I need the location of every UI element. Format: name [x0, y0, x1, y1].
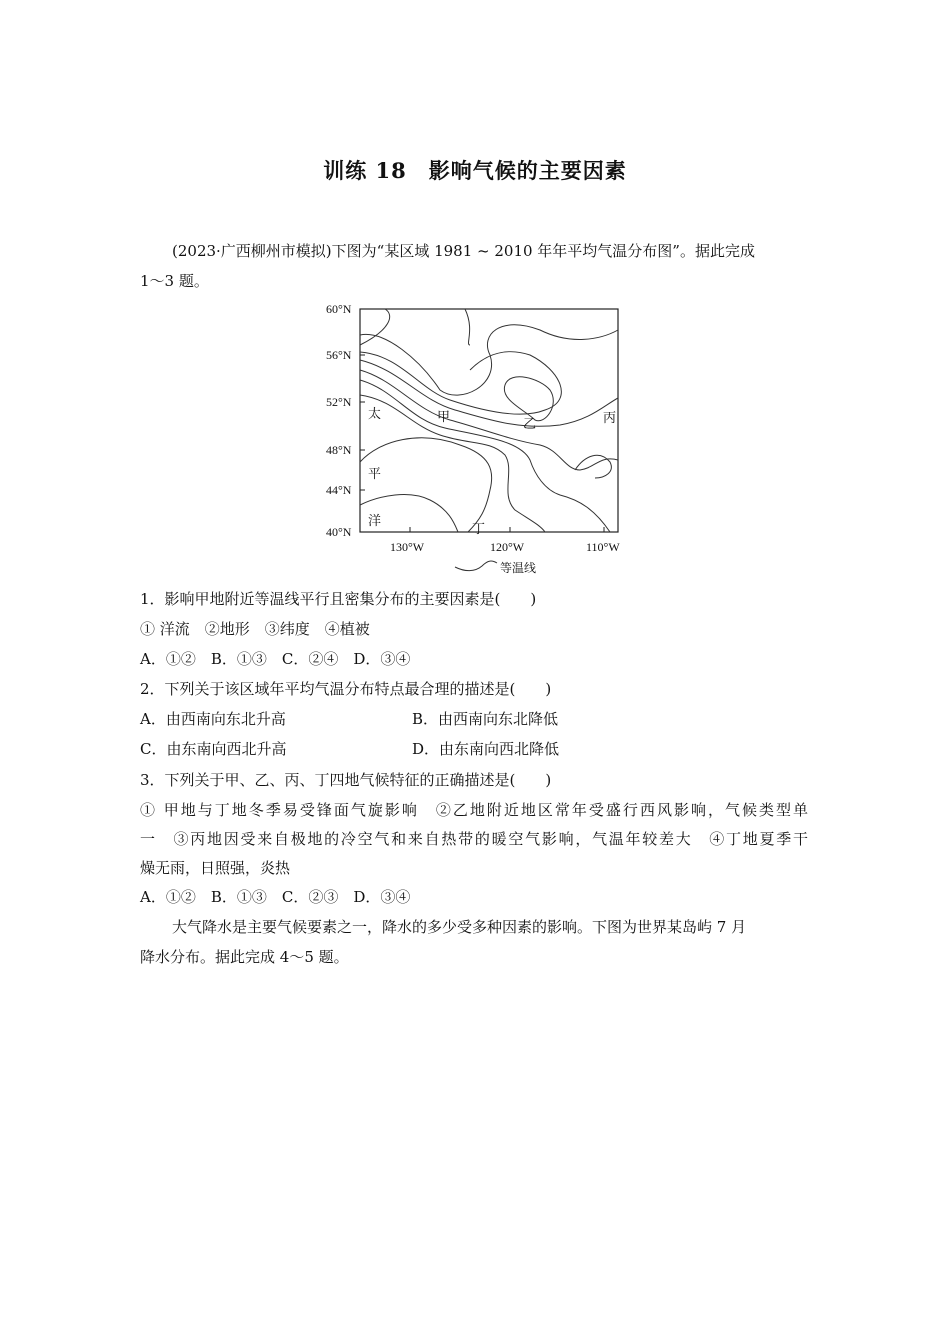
legend-label: 等温线	[500, 561, 537, 575]
place-label-tai: 太	[368, 406, 382, 421]
isotherm	[465, 309, 470, 345]
legend-isotherm-icon	[455, 561, 497, 571]
temperature-map	[320, 298, 640, 580]
q3-body-line-2: 一 ③丙地因受来自极地的冷空气和来自热带的暖空气影响，气温年较差大 ④丁地夏季干	[140, 830, 808, 848]
place-label-jia: 甲	[437, 409, 451, 424]
q2-option-a: A．由西南向东北升高	[140, 710, 286, 728]
place-label-ping: 平	[368, 466, 382, 481]
lat-label: 60°N	[326, 302, 352, 316]
lat-label: 44°N	[326, 483, 352, 497]
lat-label: 56°N	[326, 348, 352, 362]
q1-factors: ① 洋流 ②地形 ③纬度 ④植被	[140, 620, 370, 638]
lon-label: 130°W	[390, 540, 425, 554]
place-label-ding: 丁	[472, 521, 486, 536]
q3-body-line-3: 燥无雨，日照强，炎热	[140, 859, 291, 877]
isotherm	[360, 380, 610, 532]
q2-option-c: C．由东南向西北升高	[140, 740, 287, 758]
outro-line-2: 降水分布。据此完成 4～5 题。	[140, 948, 349, 966]
place-label-bing: 丙	[603, 410, 617, 425]
q1-stem: 1．影响甲地附近等温线平行且密集分布的主要因素是( )	[140, 590, 537, 608]
q3-options: A．①② B．①③ C．②③ D．③④	[140, 888, 411, 906]
q2-option-d: D．由东南向西北降低	[412, 740, 560, 758]
place-label-yang: 洋	[368, 513, 382, 528]
isotherm	[360, 360, 618, 426]
lat-label: 48°N	[326, 443, 352, 457]
isotherm	[360, 352, 561, 414]
lat-label: 40°N	[326, 525, 352, 539]
intro-line-1: (2023·广西柳州市模拟)下图为“某区域 1981 ~ 2010 年年平均气温分布图”。据此完成	[172, 242, 755, 260]
q2-stem: 2．下列关于该区域年平均气温分布特点最合理的描述是( )	[140, 680, 552, 698]
q1-options: A．①② B．①③ C．②④ D．③④	[140, 650, 411, 668]
isotherm	[360, 325, 618, 395]
isotherm	[575, 455, 611, 478]
page-title: 训练 18 影响气候的主要因素	[323, 158, 627, 183]
lon-label: 110°W	[586, 540, 620, 554]
place-label-yi: 乙	[523, 416, 537, 431]
intro-line-2: 1～3 题。	[140, 272, 209, 290]
q3-stem: 3．下列关于甲、乙、丙、丁四地气候特征的正确描述是( )	[140, 771, 552, 789]
lon-label: 120°W	[490, 540, 525, 554]
q3-body-line-1: ① 甲地与丁地冬季易受锋面气旋影响 ②乙地附近地区常年受盛行西风影响，气候类型单	[140, 801, 808, 819]
q2-option-b: B．由西南向东北降低	[412, 710, 559, 728]
outro-line-1: 大气降水是主要气候要素之一，降水的多少受多种因素的影响。下图为世界某岛屿 7 月	[172, 918, 747, 936]
lat-label: 52°N	[326, 395, 352, 409]
isotherm	[360, 395, 545, 532]
isotherms	[360, 309, 618, 532]
map-frame	[360, 309, 618, 532]
